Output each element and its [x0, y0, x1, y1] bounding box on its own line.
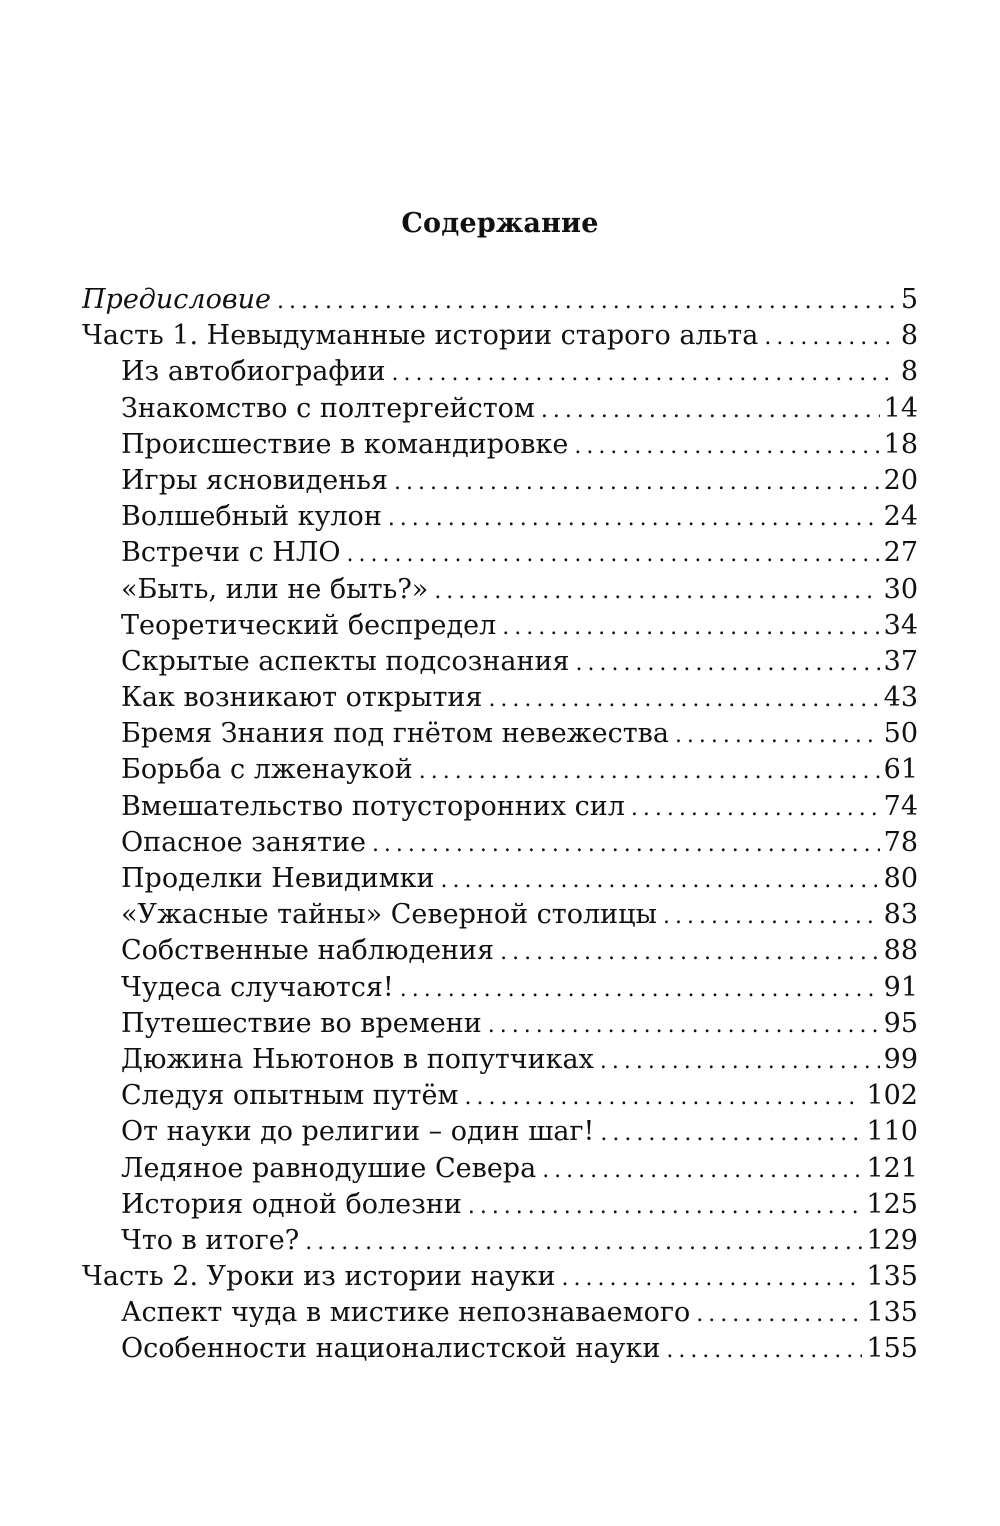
toc-page-number: 80 — [883, 863, 918, 894]
toc-entry-title: Знакомство с полтергейстом — [121, 392, 535, 424]
toc-entry-title: Теоретический беспредел — [121, 609, 497, 641]
toc-entry-title: Проделки Невидимки — [121, 863, 435, 894]
toc-dot-leader — [663, 899, 880, 933]
toc-entry — [82, 282, 918, 318]
toc-entry-title: Чудеса случаются! — [121, 971, 394, 1003]
toc-entry — [82, 680, 918, 716]
toc-page-number: 102 — [866, 1080, 918, 1112]
toc-page-number: 27 — [883, 537, 918, 569]
toc-entry — [82, 1187, 918, 1223]
toc-entry-title: «Быть, или не быть?» — [121, 573, 429, 605]
toc-page-number: 74 — [883, 790, 918, 822]
toc-page-number: 95 — [883, 1007, 918, 1039]
toc-entry-title: История одной болезни — [121, 1188, 462, 1220]
toc-entry-title: Скрытые аспекты подсознания — [121, 645, 570, 677]
toc-page-number: 43 — [883, 682, 918, 714]
toc-page-number: 125 — [866, 1188, 918, 1220]
toc-entry-title: Ледяное равнодушие Севера — [121, 1152, 537, 1184]
toc-dot-leader — [419, 754, 880, 788]
toc-page-number: 135 — [866, 1261, 918, 1293]
toc-dot-leader — [764, 320, 896, 354]
toc-entry — [82, 1151, 918, 1187]
toc-entry-title: Часть 1. Невыдуманные истории старого альта — [82, 320, 759, 352]
toc-entry — [82, 572, 918, 608]
toc-page-number: 61 — [883, 754, 918, 786]
toc-entry — [82, 354, 918, 390]
toc-entry — [82, 318, 918, 354]
table-of-contents — [82, 282, 918, 1368]
toc-entry — [82, 1331, 918, 1367]
toc-entry — [82, 463, 918, 499]
toc-page-number: 14 — [883, 392, 918, 424]
toc-entry-title: «Ужасные тайны» Северной столицы — [121, 899, 657, 931]
toc-dot-leader — [277, 284, 897, 318]
toc-dot-leader — [305, 1225, 862, 1259]
toc-entry — [82, 933, 918, 969]
toc-entry — [82, 789, 918, 825]
toc-page-number: 8 — [900, 320, 918, 352]
toc-entry-title: Опасное занятие — [121, 826, 366, 858]
toc-page-number: 91 — [883, 971, 918, 1003]
toc-entry-title: Путешествие во времени — [121, 1007, 482, 1039]
toc-page-number: 30 — [883, 573, 918, 605]
toc-entry — [82, 1295, 918, 1331]
toc-entry — [82, 716, 918, 752]
toc-entry-title: Что в итоге? — [121, 1224, 300, 1256]
toc-entry — [82, 499, 918, 535]
toc-dot-leader — [631, 791, 880, 825]
toc-dot-leader — [488, 1008, 880, 1042]
toc-entry-title: Предисловие — [82, 284, 271, 315]
toc-page-number: 110 — [866, 1116, 918, 1148]
toc-entry-title: От науки до религии – один шаг! — [121, 1116, 595, 1148]
toc-dot-leader — [347, 537, 880, 571]
toc-page-number: 34 — [883, 609, 918, 641]
toc-page-number: 18 — [883, 428, 918, 460]
toc-entry-title: Борьба с лженаукой — [121, 754, 413, 786]
toc-dot-leader — [574, 429, 879, 463]
toc-entry — [82, 1259, 918, 1295]
toc-entry-title: Волшебный кулон — [121, 501, 382, 533]
toc-entry — [82, 897, 918, 933]
toc-page-number: 129 — [866, 1224, 918, 1256]
toc-entry — [82, 427, 918, 463]
toc-page-number: 20 — [883, 464, 918, 496]
toc-page-number: 8 — [900, 356, 918, 388]
toc-dot-leader — [600, 1116, 862, 1150]
toc-page-number: 121 — [866, 1152, 918, 1184]
toc-entry-title: Встречи с НЛО — [121, 537, 341, 569]
toc-page-number: 78 — [883, 826, 918, 858]
toc-entry-title: Часть 2. Уроки из истории науки — [82, 1261, 556, 1293]
toc-entry-title: Из автобиографии — [121, 356, 386, 388]
toc-dot-leader — [696, 1297, 862, 1331]
toc-dot-leader — [372, 827, 880, 861]
toc-entry — [82, 391, 918, 427]
toc-entry-title: Следуя опытным путём — [121, 1080, 459, 1112]
toc-entry — [82, 1078, 918, 1114]
toc-dot-leader — [600, 1044, 880, 1078]
toc-entry — [82, 970, 918, 1006]
toc-dot-leader — [542, 1153, 862, 1187]
toc-dot-leader — [441, 863, 880, 897]
toc-entry-title: Собственные наблюдения — [121, 935, 495, 967]
toc-dot-leader — [541, 393, 880, 427]
toc-entry — [82, 644, 918, 680]
toc-dot-leader — [502, 610, 879, 644]
toc-page-number: 88 — [883, 935, 918, 967]
toc-entry — [82, 752, 918, 788]
page-title: Содержание — [401, 208, 599, 239]
toc-page-number: 5 — [900, 284, 918, 315]
toc-entry-title: Особенности националистской науки — [121, 1333, 661, 1365]
toc-dot-leader — [500, 935, 880, 969]
toc-entry — [82, 535, 918, 571]
toc-entry-title: Дюжина Ньютонов в попутчиках — [121, 1043, 594, 1075]
toc-entry — [82, 1042, 918, 1078]
toc-dot-leader — [434, 574, 879, 608]
toc-page-number: 99 — [883, 1043, 918, 1075]
toc-entry — [82, 1114, 918, 1150]
toc-entry-title: Как возникают открытия — [121, 682, 483, 714]
toc-entry — [82, 825, 918, 861]
toc-entry-title: Вмешательство потусторонних сил — [121, 790, 625, 822]
toc-dot-leader — [488, 682, 879, 716]
toc-page-number: 135 — [866, 1297, 918, 1329]
toc-page-number: 24 — [883, 501, 918, 533]
toc-dot-leader — [388, 501, 880, 535]
toc-page-number: 83 — [883, 899, 918, 931]
toc-entry-title: Игры ясновиденья — [121, 464, 388, 496]
toc-entry — [82, 1006, 918, 1042]
toc-dot-leader — [464, 1080, 862, 1114]
toc-dot-leader — [400, 972, 880, 1006]
toc-entry — [82, 861, 918, 897]
toc-entry — [82, 1223, 918, 1259]
toc-dot-leader — [575, 646, 879, 680]
toc-entry-title: Аспект чуда в мистике непознаваемого — [121, 1297, 691, 1329]
toc-dot-leader — [394, 465, 880, 499]
toc-dot-leader — [468, 1189, 863, 1223]
toc-page-number: 50 — [883, 718, 918, 750]
toc-dot-leader — [666, 1333, 862, 1367]
toc-page-number: 155 — [866, 1333, 918, 1365]
toc-dot-leader — [675, 718, 880, 752]
toc-entry — [82, 608, 918, 644]
toc-dot-leader — [561, 1261, 862, 1295]
toc-page-number: 37 — [883, 645, 918, 677]
toc-entry-title: Бремя Знания под гнётом невежества — [121, 718, 669, 750]
toc-entry-title: Происшествие в командировке — [121, 428, 569, 460]
toc-dot-leader — [392, 356, 897, 390]
